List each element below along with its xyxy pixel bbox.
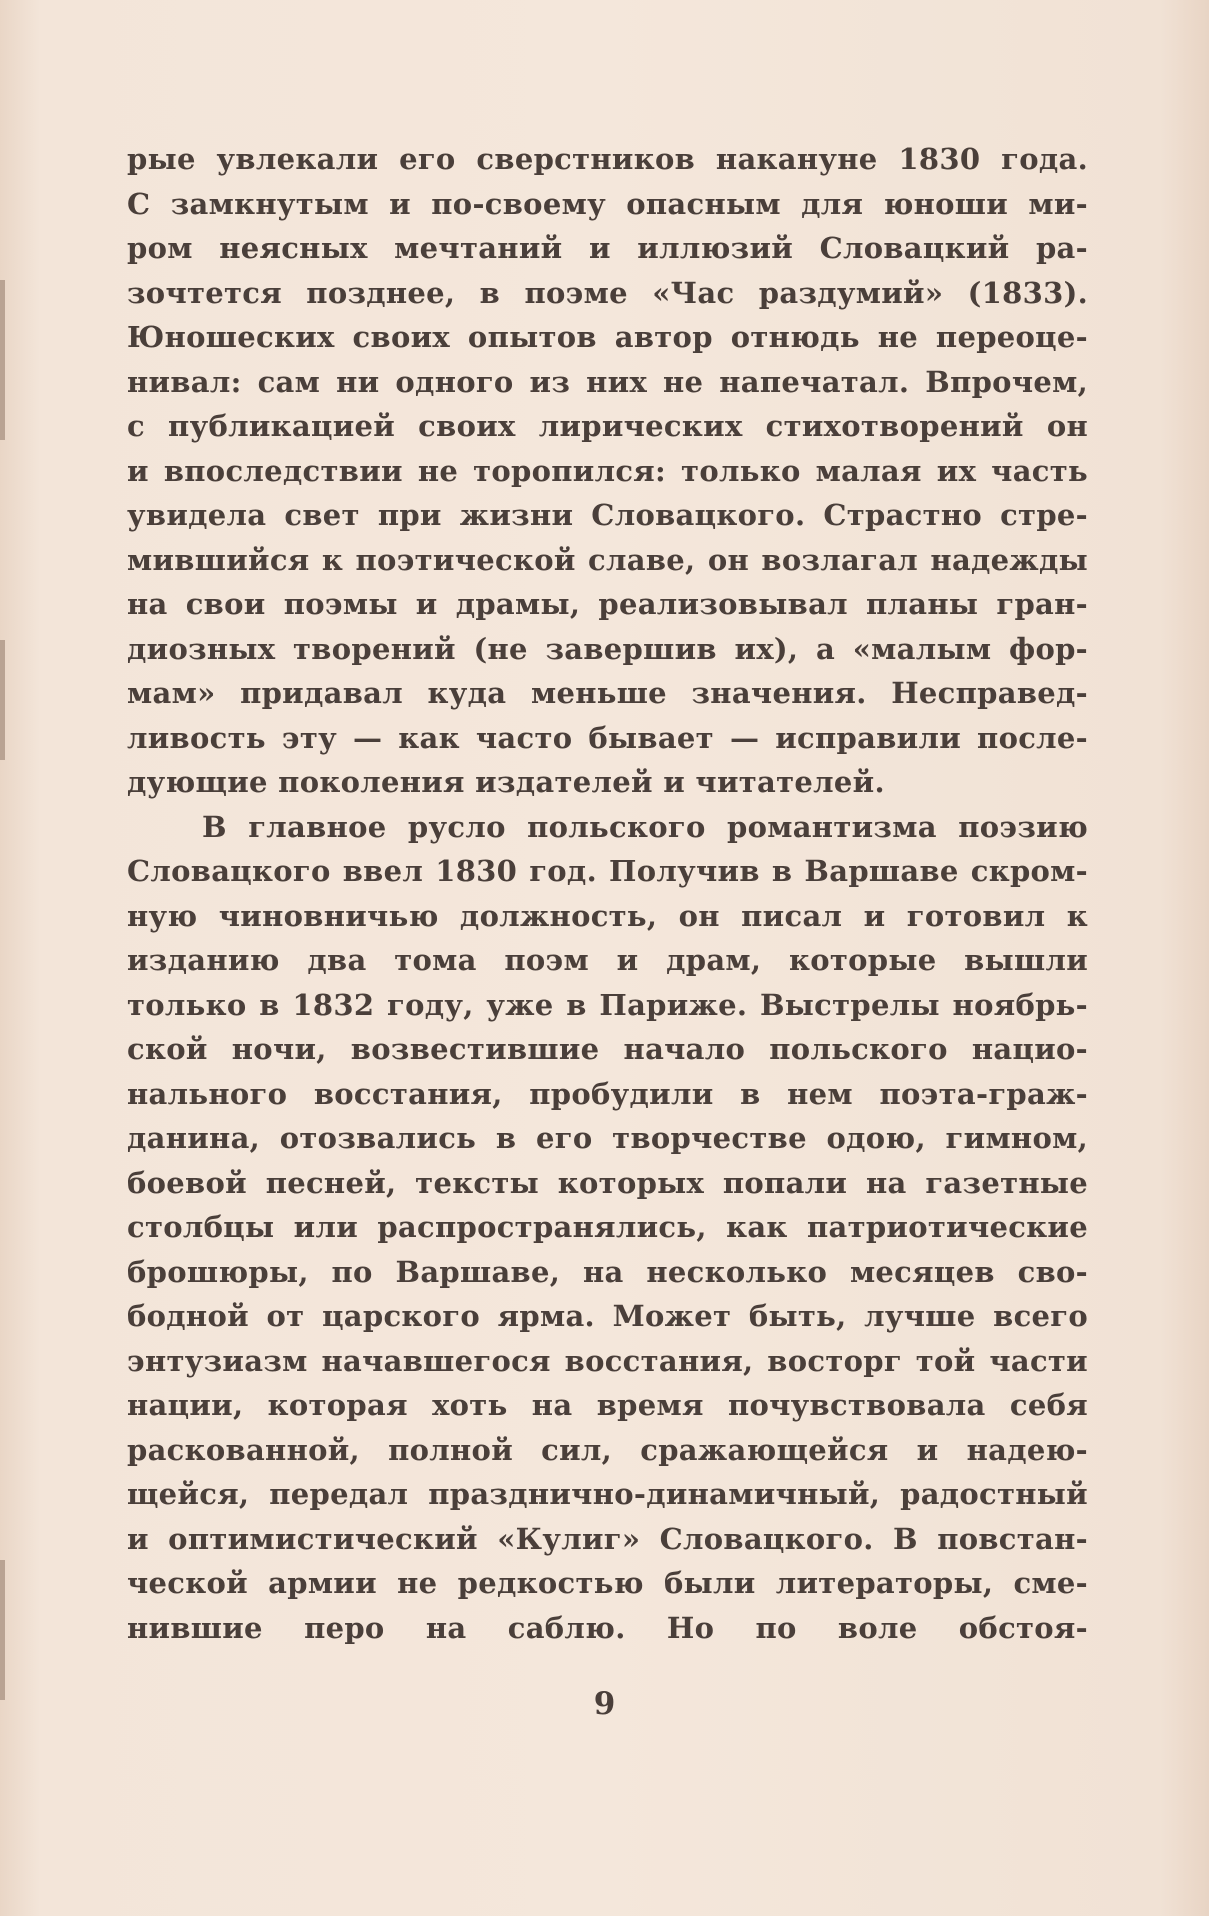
text-line: ром неясных мечтаний и иллюзий Словацкий ра- (127, 231, 1088, 265)
text-line: брошюры, по Варшаве, на несколько месяцев сво- (127, 1254, 1088, 1289)
spine-shadow-top (0, 280, 5, 440)
text-line: с публикацией своих лирических стихотворений он (127, 409, 1088, 443)
text-line: нившие перо на саблю. Но по воле обстоя- (127, 1610, 1088, 1645)
spine-shadow-middle (0, 640, 5, 760)
text-line: и оптимистический «Кулиг» Словацкого. В повстан- (127, 1521, 1088, 1556)
paragraph (127, 805, 1088, 1651)
paragraph (127, 137, 1088, 805)
text-line: мившийся к поэтической славе, он возлагал надежды (127, 542, 1088, 577)
text-line: ливость эту — как часто бывает — исправили после- (127, 720, 1088, 755)
text-line: боевой песней, тексты которых попали на газетные (127, 1165, 1088, 1200)
text-line: энтузиазм начавшегося восстания, восторг той части (127, 1343, 1088, 1378)
text-line: С замкнутым и по-своему опасным для юноши ми- (127, 186, 1088, 221)
text-line: данина, отозвались в его творчестве одою, гимном, (127, 1121, 1088, 1155)
text-line: увидела свет при жизни Словацкого. Страстно стре- (127, 498, 1088, 532)
text-line: зочтется позднее, в поэме «Час раздумий» (1833). (127, 275, 1088, 310)
text-line: ской ночи, возвестившие начало польского нацио- (127, 1032, 1088, 1066)
text-line: и впоследствии не торопился: только малая их часть (127, 453, 1088, 488)
text-line: В главное русло польского романтизма поэзию (202, 809, 1088, 844)
page-number: 9 (593, 1686, 616, 1722)
text-line: ную чиновничью должность, он писал и готовил к (127, 898, 1088, 933)
text-line: столбцы или распространялись, как патриотические (127, 1210, 1088, 1244)
text-line: раскованной, полной сил, сражающейся и надею- (127, 1432, 1088, 1467)
text-line: Юношеских своих опытов автор отнюдь не переоце- (127, 320, 1088, 354)
text-line: бодной от царского ярма. Может быть, лучше всего (127, 1299, 1088, 1333)
text-line: ческой армии не редкостью были литераторы, сме- (127, 1566, 1088, 1600)
text-line: мам» придавал куда меньше значения. Несправед- (127, 676, 1088, 710)
text-line: щейся, передал празднично-динамичный, радостный (127, 1477, 1088, 1511)
spine-shadow-bottom (0, 1560, 5, 1700)
text-line: нации, которая хоть на время почувствовала себя (127, 1388, 1088, 1422)
text-line: нивал: сам ни одного из них не напечатал. Впрочем, (127, 364, 1088, 399)
text-line: Словацкого ввел 1830 год. Получив в Варшаве скром- (127, 854, 1088, 888)
body-text (127, 137, 1088, 1650)
text-line: рые увлекали его сверстников накануне 1830 года. (127, 142, 1088, 176)
text-line: изданию два тома поэм и драм, которые вышли (127, 943, 1088, 977)
text-line: на свои поэмы и драмы, реализовывал планы гран- (127, 587, 1088, 621)
text-line: нального восстания, пробудили в нем поэта-граж- (127, 1076, 1088, 1111)
text-line: дующие поколения издателей и читателей. (127, 765, 885, 799)
text-line: диозных творений (не завершив их), а «малым фор- (127, 631, 1088, 666)
text-line: только в 1832 году, уже в Париже. Выстрелы ноябрь- (127, 987, 1088, 1022)
